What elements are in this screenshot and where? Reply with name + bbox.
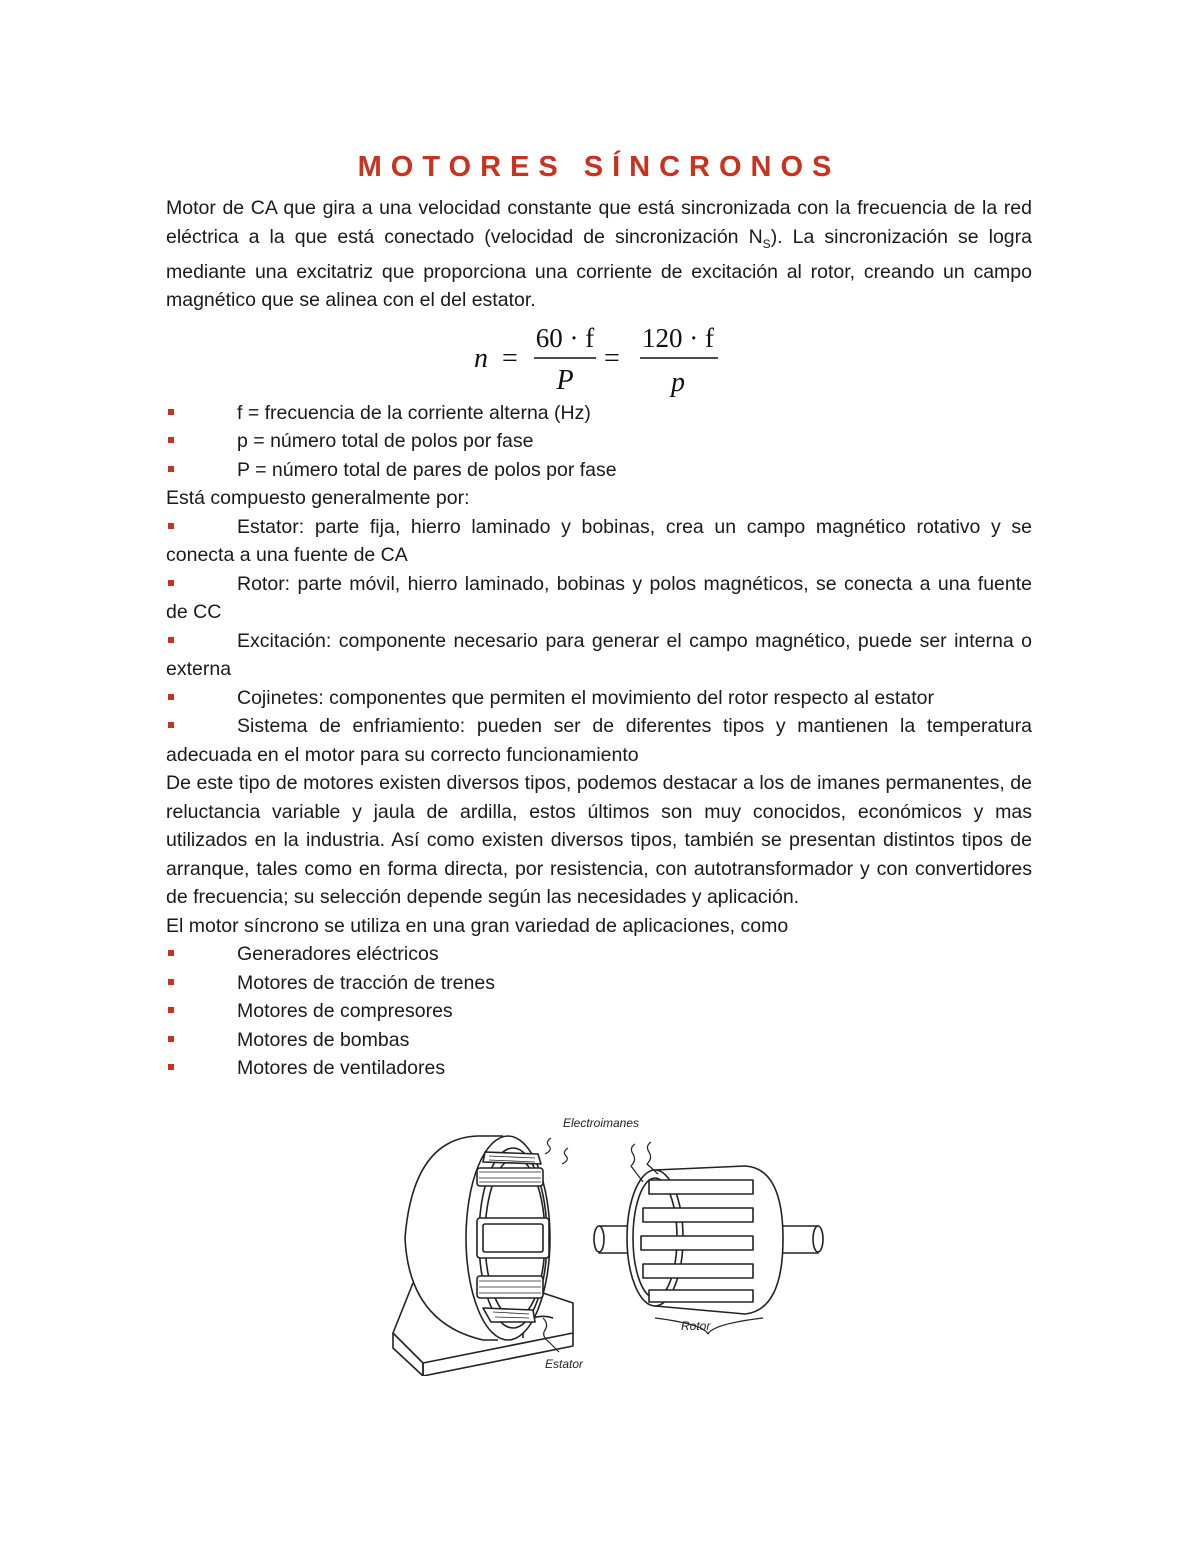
list-item: Motores de compresores	[166, 997, 1032, 1026]
bullet-icon	[168, 722, 174, 728]
list-item: p = número total de polos por fase	[166, 427, 1032, 456]
formula-eq-2: =	[604, 342, 620, 374]
bullet-icon	[168, 979, 174, 985]
document-page	[166, 146, 1032, 1083]
bullet-icon	[168, 1007, 174, 1013]
bullet-icon	[168, 694, 174, 700]
bullet-icon	[168, 523, 174, 529]
composition-intro: Está compuesto generalmente por:	[166, 487, 470, 510]
motor-illustration	[373, 1108, 827, 1376]
formula-lhs: n	[474, 342, 488, 374]
list-item: Generadores eléctricos	[166, 940, 1032, 969]
list-item: P = número total de pares de polos por fase	[166, 456, 1032, 485]
formula-numerator-2: 120 · f	[642, 322, 714, 353]
list-item: Motores de ventiladores	[166, 1054, 1032, 1083]
label-estator: Estator	[545, 1357, 584, 1371]
variables-list	[166, 399, 1032, 485]
bullet-icon	[168, 1036, 174, 1042]
list-item: Estator: parte fija, hierro laminado y bobinas, crea un campo magnético rotativo y se conecta a una fuente de CA	[166, 515, 1032, 567]
bullet-icon	[168, 950, 174, 956]
formula-numerator-1: 60 · f	[535, 322, 595, 353]
list-item: Motores de tracción de trenes	[166, 969, 1032, 998]
label-electroimanes: Electroimanes	[563, 1116, 640, 1130]
list-item: Sistema de enfriamiento: pueden ser de diferentes tipos y mantienen la temperatura adecuada en el motor para su correcto funcionamiento	[166, 715, 1032, 766]
list-item: Cojinetes: componentes que permiten el movimiento del rotor respecto al estator	[166, 684, 1032, 713]
bullet-icon	[168, 1064, 174, 1070]
intro-subscript: S	[762, 236, 771, 251]
applications-intro: El motor síncrono se utiliza en una gran variedad de aplicaciones, como	[166, 914, 789, 937]
types-paragraph: De este tipo de motores existen diversos tipos, podemos destacar a los de imanes permanentes, de reluctancia variable y jaula de ardilla, estos últimos son muy conocidos, económicos y mas utilizados en la industria. Así como existen diversos tipos, también se presentan distintos tipos de arranque, tales como en forma directa, por resistencia, con autotransformador y con convertidores de frecuencia; su selección depende según las necesidades y aplicación.	[166, 772, 1032, 909]
bullet-icon	[168, 409, 174, 415]
bullet-icon	[168, 580, 174, 586]
list-item: Rotor: parte móvil, hierro laminado, bobinas y polos magnéticos, se conecta a una fuente de CC	[166, 572, 1032, 624]
intro-text: Motor de CA que gira a una velocidad constante que está sincronizada con la frecuencia de la red eléctrica a la que está conectado (velocidad de sincronización N	[166, 197, 1032, 248]
intro-text-rest: ). La sincronización se logra mediante una excitatriz que proporciona una corriente de excitación al rotor, creando un campo magnético que se alinea con el del estator.	[166, 225, 1032, 312]
stator-drawing	[393, 1136, 573, 1376]
formula-eq-1: =	[502, 342, 518, 374]
components-list	[166, 513, 1032, 770]
rotor-drawing	[594, 1142, 823, 1334]
page-title: MOTORES SÍNCRONOS	[357, 151, 841, 183]
list-item: f = frecuencia de la corriente alterna (Hz)	[166, 399, 1032, 428]
bullet-icon	[168, 466, 174, 472]
synchronous-speed-formula	[166, 315, 1032, 399]
list-item: Excitación: componente necesario para generar el campo magnético, puede ser interna o externa	[166, 629, 1032, 681]
formula-denominator-2: p	[671, 366, 685, 398]
intro-paragraph	[166, 194, 1032, 315]
bullet-icon	[168, 637, 174, 643]
applications-list	[166, 940, 1032, 1083]
list-item: Motores de bombas	[166, 1026, 1032, 1055]
formula-denominator-1: P	[556, 364, 574, 396]
bullet-icon	[168, 437, 174, 443]
label-rotor: Rotor	[681, 1319, 711, 1333]
